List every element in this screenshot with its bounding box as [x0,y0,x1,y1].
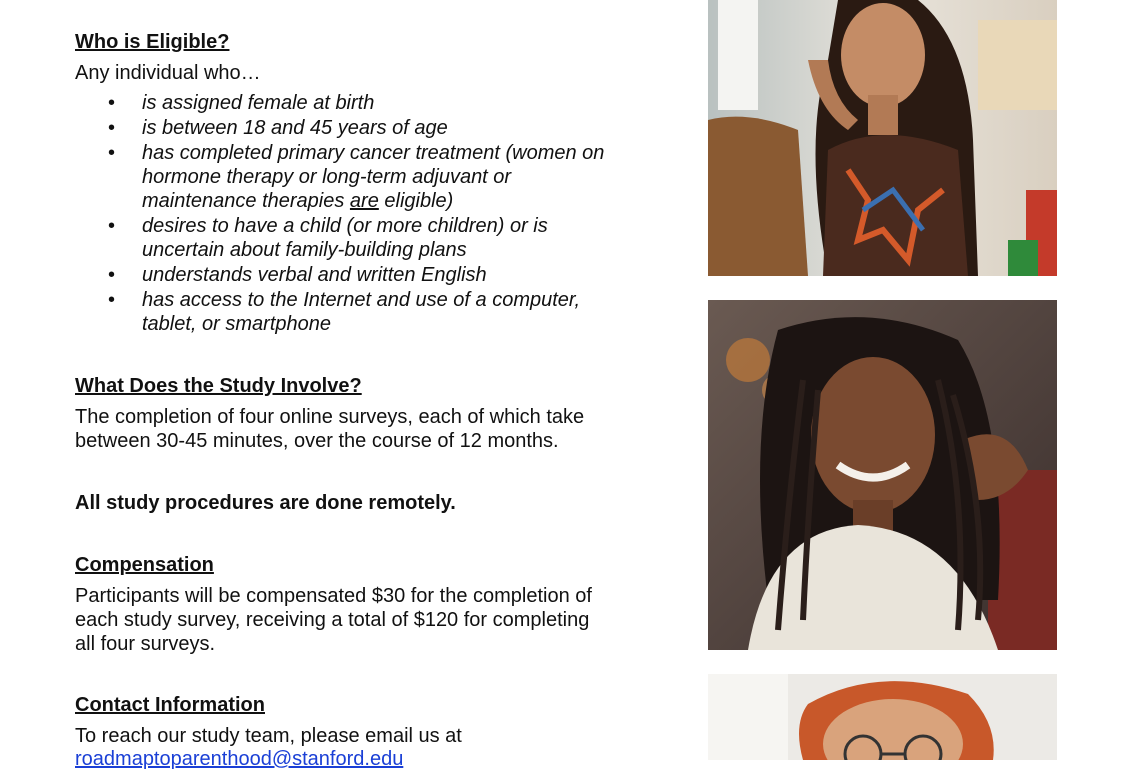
eligibility-intro: Any individual who… [75,62,261,84]
list-item: • is assigned female at birth [108,92,375,114]
contact-heading: Contact Information [75,694,265,716]
list-item: • has completed primary cancer treatment (women on hormone therapy or long-term adjuvant or maintenance therapies are eligible) [108,142,605,212]
compensation-line1: Participants will be compensated $30 for the completion of [75,585,592,607]
remote-statement: All study procedures are done remotely. [75,492,456,514]
eligibility-list [75,91,635,337]
photo-woman-reading [708,0,1057,276]
study-text-line2: between 30-45 minutes, over the course of 12 months. [75,430,559,452]
study-text-line1: The completion of four online surveys, each of which take [75,406,585,428]
compensation-line3: all four surveys. [75,633,216,655]
compensation-line2: each study survey, receiving a total of $120 for completing [75,609,590,631]
list-item: • is between 18 and 45 years of age [108,117,448,139]
compensation-heading: Compensation [75,554,214,576]
contact-line1: To reach our study team, please email us at [75,725,462,747]
list-item: • understands verbal and written English [108,264,487,286]
list-item: • desires to have a child (or more children) or is uncertain about family-building plans [108,215,548,261]
photo-woman-glasses [708,674,1057,760]
contact-email-link[interactable]: roadmaptoparenthood@stanford.edu [75,748,404,770]
eligibility-heading: Who is Eligible? [75,31,230,53]
study-heading: What Does the Study Involve? [75,375,362,397]
photo-woman-smiling [708,300,1057,650]
list-item: • has access to the Internet and use of a computer, tablet, or smartphone [108,289,581,335]
